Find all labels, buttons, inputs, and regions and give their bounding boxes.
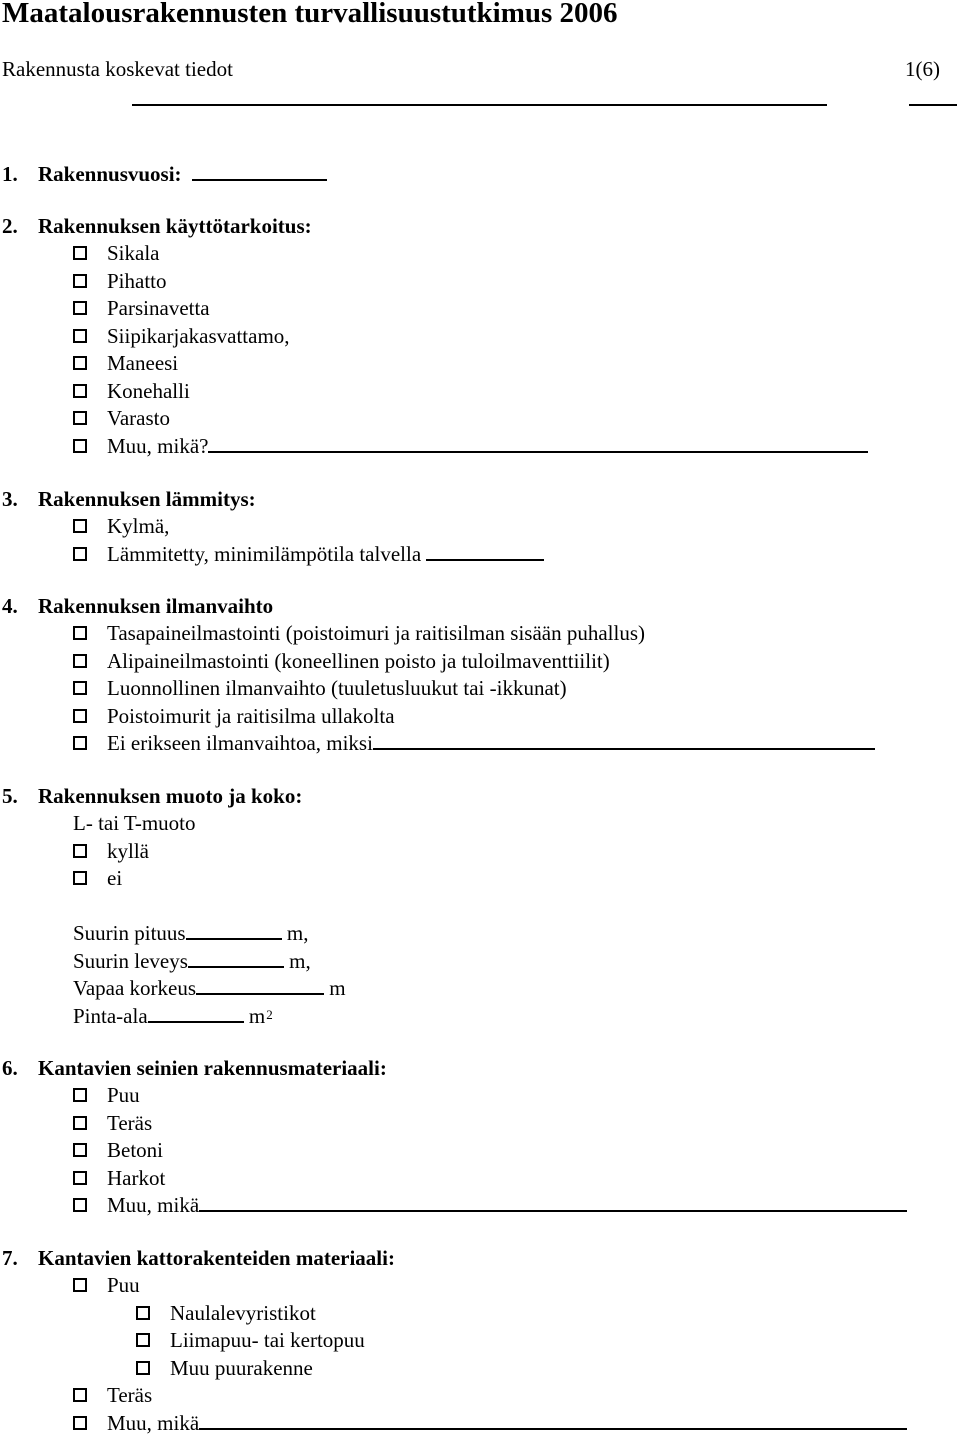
dim-label: Vapaa korkeus [73, 976, 197, 1000]
option-label: Alipaineilmastointi (koneellinen poisto ja tuloilmaventtiilit) [107, 649, 610, 673]
checkbox[interactable] [73, 547, 87, 561]
option-sikala[interactable] [73, 240, 160, 267]
option-muu[interactable] [73, 1410, 907, 1437]
option-puu[interactable] [73, 1082, 140, 1109]
checkbox[interactable] [136, 1361, 150, 1375]
option-harkot[interactable] [73, 1165, 165, 1192]
option-puu[interactable] [73, 1272, 140, 1299]
question-label: Rakennuksen lämmitys: [38, 487, 256, 511]
checkbox[interactable] [73, 329, 87, 343]
option-label: Muu puurakenne [170, 1356, 313, 1380]
checkbox[interactable] [73, 1278, 87, 1292]
checkbox[interactable] [73, 519, 87, 533]
checkbox[interactable] [73, 411, 87, 425]
dim-length [73, 920, 308, 947]
option-label: Naulalevyristikot [170, 1301, 316, 1325]
checkbox[interactable] [136, 1333, 150, 1347]
option-label: Varasto [107, 406, 170, 430]
option-pihatto[interactable] [73, 268, 167, 295]
question-number: 4. [2, 594, 18, 618]
option-label: Parsinavetta [107, 296, 210, 320]
option-label: Lämmitetty, minimilämpötila talvella [107, 542, 422, 566]
question-label: Kantavien seinien rakennusmateriaali: [38, 1056, 387, 1080]
checkbox[interactable] [73, 301, 87, 315]
option-label: Ei erikseen ilmanvaihtoa, miksi [107, 731, 373, 755]
other-blank[interactable] [208, 435, 868, 453]
checkbox[interactable] [73, 384, 87, 398]
option-label: Harkot [107, 1166, 166, 1190]
question-number: 5. [2, 784, 18, 808]
option-betoni[interactable] [73, 1137, 163, 1164]
area-blank[interactable] [148, 1005, 244, 1023]
question-5 [0, 783, 960, 810]
checkbox[interactable] [73, 736, 87, 750]
option-label: Liimapuu- tai kertopuu [170, 1328, 365, 1352]
option-label: Tasapaineilmastointi (poistoimuri ja raitisilman sisään puhallus) [107, 621, 646, 645]
option-label: Muu, mikä [107, 1411, 200, 1435]
option-ei[interactable] [73, 865, 122, 892]
checkbox[interactable] [73, 439, 87, 453]
option-poistoimurit[interactable] [73, 703, 395, 730]
checkbox[interactable] [73, 1171, 87, 1185]
option-kylma[interactable] [73, 513, 169, 540]
checkbox[interactable] [73, 246, 87, 260]
checkbox[interactable] [73, 871, 87, 885]
dim-area [73, 1003, 273, 1030]
length-blank[interactable] [186, 922, 282, 940]
suboption-liimapuu[interactable] [136, 1327, 365, 1354]
question-number: 3. [2, 487, 18, 511]
checkbox[interactable] [73, 1388, 87, 1402]
other-blank[interactable] [199, 1412, 907, 1430]
option-maneesi[interactable] [73, 350, 178, 377]
option-label: kyllä [107, 839, 149, 863]
dim-unit: m [248, 1004, 266, 1028]
shape-label: L- tai T-muoto [73, 811, 196, 835]
option-muu[interactable] [73, 433, 868, 460]
checkbox[interactable] [136, 1306, 150, 1320]
width-blank[interactable] [188, 950, 284, 968]
question-4 [0, 593, 960, 620]
dim-label: Suurin leveys [73, 949, 188, 973]
option-muu[interactable] [73, 1192, 907, 1219]
unit-exponent: 2 [266, 1007, 273, 1022]
option-label: Luonnollinen ilmanvaihto (tuuletusluukut tai -ikkunat) [107, 676, 567, 700]
question-3 [0, 486, 960, 513]
header-rule-right [909, 104, 957, 106]
option-lammitetty[interactable] [73, 541, 544, 568]
option-label: Siipikarjakasvattamo, [107, 324, 290, 348]
document-subtitle: Rakennusta koskevat tiedot [2, 57, 233, 81]
option-label: Teräs [107, 1111, 153, 1135]
checkbox[interactable] [73, 1088, 87, 1102]
question-label: Rakennuksen muoto ja koko: [38, 784, 303, 808]
checkbox[interactable] [73, 709, 87, 723]
option-varasto[interactable] [73, 405, 170, 432]
page-number: 1(6) [905, 57, 940, 81]
dim-height [73, 975, 346, 1002]
dim-label: Suurin pituus [73, 921, 186, 945]
question-6 [0, 1055, 960, 1082]
option-label: Muu, mikä [107, 1193, 200, 1217]
option-label: Pihatto [107, 269, 167, 293]
document-title: Maatalousrakennusten turvallisuustutkimus 2006 [2, 0, 618, 29]
year-blank[interactable] [192, 163, 327, 181]
question-label: Rakennuksen käyttötarkoitus: [38, 214, 312, 238]
question-7 [0, 1245, 960, 1272]
option-label: Muu, mikä? [107, 434, 209, 458]
checkbox[interactable] [73, 626, 87, 640]
dim-width [73, 948, 311, 975]
question-number: 1. [2, 162, 18, 186]
other-blank[interactable] [199, 1194, 907, 1212]
option-label: Sikala [107, 241, 160, 265]
checkbox[interactable] [73, 654, 87, 668]
option-ei-ilmanvaihtoa[interactable] [73, 730, 875, 757]
temperature-blank[interactable] [426, 543, 544, 561]
option-label: Konehalli [107, 379, 190, 403]
option-luonnollinen[interactable] [73, 675, 567, 702]
checkbox[interactable] [73, 274, 87, 288]
checkbox[interactable] [73, 844, 87, 858]
option-alipaine[interactable] [73, 648, 610, 675]
option-label: Betoni [107, 1138, 163, 1162]
question-label: Rakennuksen ilmanvaihto [38, 594, 274, 618]
suboption-naulalevyristikot[interactable] [136, 1300, 316, 1327]
option-kylla[interactable] [73, 838, 149, 865]
checkbox[interactable] [73, 681, 87, 695]
checkbox[interactable] [73, 356, 87, 370]
question-number: 6. [2, 1056, 18, 1080]
dim-unit: m, [289, 949, 311, 973]
option-label: Maneesi [107, 351, 179, 375]
checkbox[interactable] [73, 1416, 87, 1430]
question-label: Rakennusvuosi: [38, 161, 327, 188]
option-label: Teräs [107, 1383, 153, 1407]
reason-blank[interactable] [373, 732, 875, 750]
question-number: 2. [2, 214, 18, 238]
question-1 [0, 161, 960, 188]
option-tasapaine[interactable] [73, 620, 645, 647]
dim-label: Pinta-ala [73, 1004, 148, 1028]
suboption-muu-puurakenne[interactable] [136, 1355, 313, 1382]
option-label: Puu [107, 1083, 140, 1107]
option-label: ei [107, 866, 123, 890]
dim-unit: m [329, 976, 346, 1000]
question-label: Kantavien kattorakenteiden materiaali: [38, 1246, 395, 1270]
checkbox[interactable] [73, 1116, 87, 1130]
checkbox[interactable] [73, 1143, 87, 1157]
option-konehalli[interactable] [73, 378, 190, 405]
height-blank[interactable] [196, 977, 324, 995]
dim-unit: m, [286, 921, 309, 945]
question-number: 7. [2, 1246, 18, 1270]
option-teras[interactable] [73, 1382, 152, 1409]
option-label: Kylmä, [107, 514, 170, 538]
option-label: Poistoimurit ja raitisilma ullakolta [107, 704, 395, 728]
question-2 [0, 213, 960, 240]
header-rule-left [132, 104, 827, 106]
checkbox[interactable] [73, 1198, 87, 1212]
option-siipikarja[interactable] [73, 323, 290, 350]
option-teras[interactable] [73, 1110, 152, 1137]
option-parsinavetta[interactable] [73, 295, 210, 322]
option-label: Puu [107, 1273, 140, 1297]
